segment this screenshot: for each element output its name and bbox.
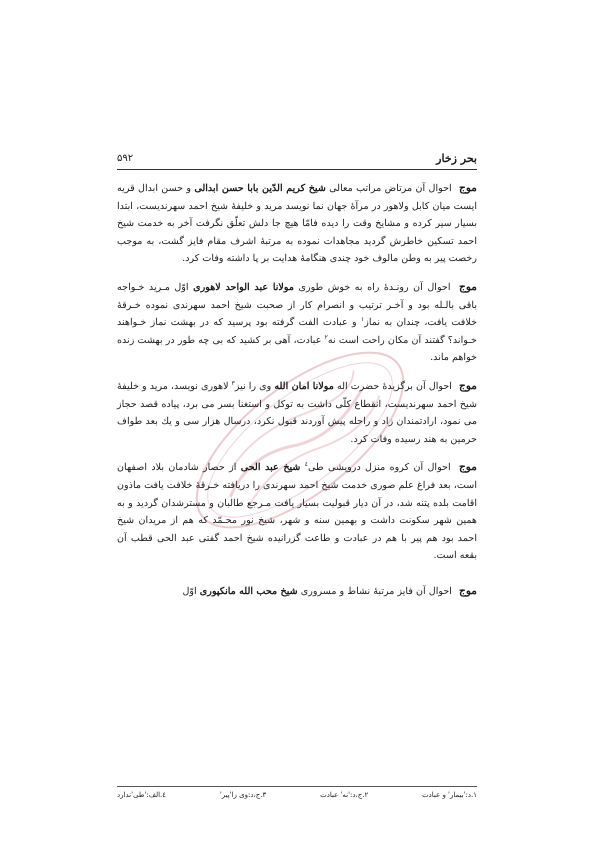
section-marker: موج (459, 280, 477, 293)
paragraph-text: لاهوری نویسد، مرید و خلیفۀ شیخ احمد سهرندیست، انقطاع کلّی داشت به توکل و استغنا بسر می برد، پیاده قصد حجاز می نمود، ارادتمندان زاد و راحله پیش آوردند قبول نکرد، درسال هزار سی و یك بعد طواف حرمین به هند رسیده وفات کرد. (117, 380, 477, 445)
paragraph-3 (117, 378, 477, 448)
running-header (117, 150, 477, 166)
section-marker: موج (459, 584, 477, 597)
paragraph-5 (117, 583, 477, 601)
footnote-ref: ۲ (324, 333, 328, 341)
paragraph-text: و عبادت الفت گرفته بود پرسید که در بهشت نماز خـواهند خـواند؟ گفتند آن مکان راحت است نه (117, 317, 477, 346)
person-name: شیخ محب الله مانکپوری (199, 585, 298, 597)
person-name: شیخ کریم الدّین بابا حسن ابدالی (194, 183, 326, 194)
person-name: مولانا امان الله (274, 380, 334, 392)
paragraph-text: احوال آن کروه منزل درویشی طی (308, 462, 451, 474)
paragraph-text: احوال آن رونـدۀ راه به خوش طوری (298, 281, 451, 293)
section-marker: موج (458, 461, 477, 474)
paragraph-text: احوال آن مرتاض مراتب معالی (329, 183, 452, 194)
footnote-1: ۱.د:'بیمار' و عبادت (422, 791, 477, 799)
paragraph-text: اوّل (182, 585, 197, 597)
paragraph-text: عبادت، آهی بر کشید که بی چه طور در بهشت زنده خواهم ماند. (117, 334, 477, 364)
paragraph-text: و حسن ابدال قریه ایست میان کابل ولاهور در مرآۀ جهان نما نویسد مرید و خلیفۀ شیخ احمد سهرندیست، ابتدا بسیار سیر کرده و مشایخ وقت را دیده فامّا هیچ جا دلش تعلّق نگرفت آخر به خدمت شیخ احمد تسکین خاطرش گردید مجاهدات نموده به مرتبۀ اشرف مقام فایز گشت، به موجب رخصت پیر به وطن مالوف خود چندی هنگامۀ هدایت بر پا داشته وفات کرد. (117, 183, 477, 265)
person-name: مولانا عبد الواحد لاهوری (193, 281, 295, 293)
paragraph-4 (117, 459, 477, 565)
paragraph-1 (117, 180, 477, 268)
paragraph-2 (117, 279, 477, 367)
paragraph-text: احوال آن فایز مرتبۀ نشاط و مسروری (300, 585, 452, 597)
paragraph-text: از حصار شادمان بلاد اصفهان است، بعد فراغ علم صوری خدمت شیخ احمد سهرندی را دریافته خـرقۀ خلافت یافت ماذون اقامت بلده پتنه شد، در آن دیار قبولیت بسیار یافت مـرجع طالبان و مسترشدان گردید و به همین شهر سکونت داشت و بهمین سنه و شهر، شیخ نور محـمّد که هم از مریدان شیخ احمد بود هم پیر با هم در عبادت و طاعت گزرانیده شیخ احمد گفتی عبد الحی قطب آن بقعه است. (117, 462, 477, 562)
footnotes (117, 791, 477, 799)
footnote-rule (117, 786, 477, 787)
section-marker: موج (458, 379, 477, 392)
footnote-ref: ۱ (360, 315, 365, 323)
footnote-ref: ٤ (304, 461, 309, 469)
footnote-ref: ۳ (231, 379, 235, 387)
section-marker: موج (459, 182, 477, 194)
footnote-4: ٤.الف:'طی'ندارد (117, 791, 167, 799)
page-number: ۵۹۲ (117, 152, 134, 164)
paragraph-text: احوال آن برگزیدۀ حضرت اله (336, 380, 452, 392)
book-title: بحر زخار (436, 151, 477, 165)
footnote-2: ۲.ج،د:'نه' عبادت (320, 791, 369, 799)
paragraph-text: وی را نیز (234, 380, 272, 392)
person-name: شیخ عبد الحی (240, 462, 301, 474)
header-rule (117, 169, 477, 170)
main-text (117, 180, 477, 611)
footnote-3: ۳.ج،د:وی را'پیر' (219, 791, 267, 799)
paragraph-text: اوّل مـرید خـواجه باقی بالـله بود و آخـر ترتیب و انصرام کار از صحبت شیخ احمد سهرندی نموده خـرقۀ خلافت یافت، چندان به نماز (117, 281, 478, 329)
